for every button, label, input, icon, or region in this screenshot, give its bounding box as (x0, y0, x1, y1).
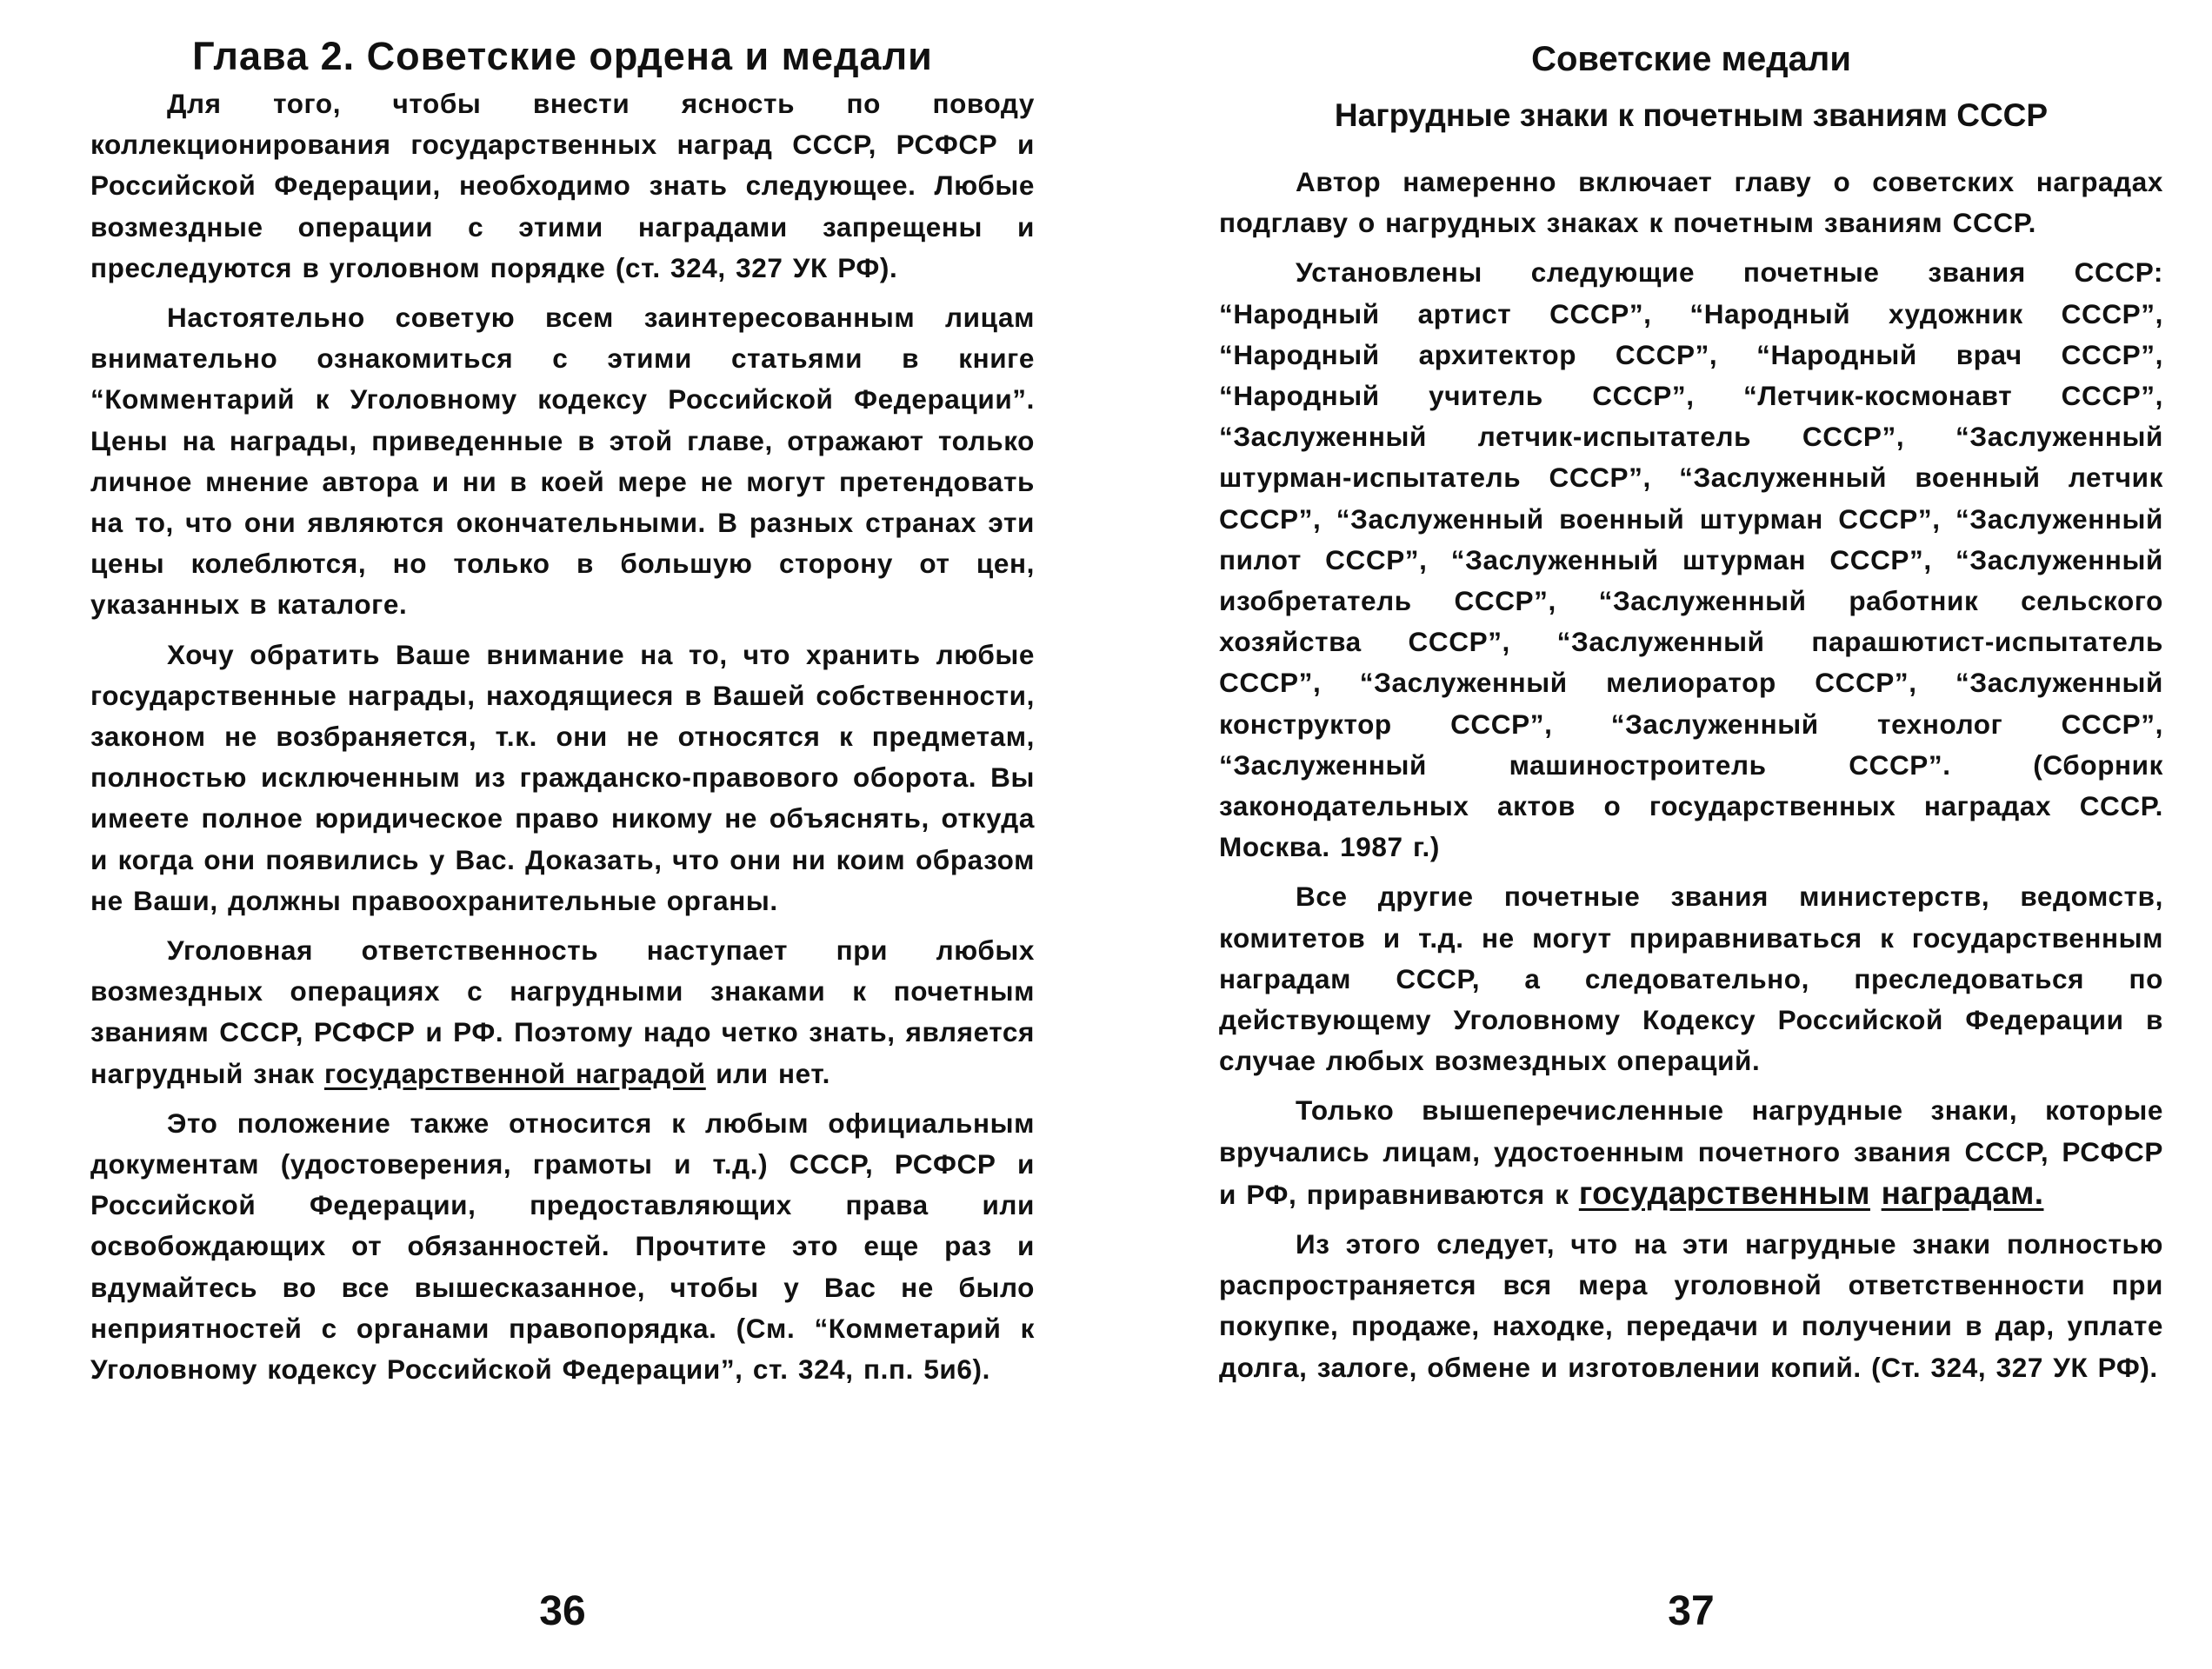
right-paragraph-5: Из этого следует, что на эти нагрудные знаки полностью распространяется вся мера уголовной ответственности при покупке, продаже, находке, передачи и получении в дар, уплате долга, залоге, обмене и изготовлении копий. (Ст. 324, 327 УК РФ). (1219, 1228, 2163, 1383)
underlined-state-award: государственной наградой (323, 1057, 706, 1089)
subsection-title: Нагрудные знаки к почетным званиям СССР (1334, 97, 2049, 133)
underlined-awards: наградам. (1881, 1174, 2044, 1211)
right-paragraph-2: Установлены следующие почетные звания СССР: “Народный артист СССР”, “Народный художник СССР”, “Народный архитектор СССР”, “Народный врач СССР”, “Народный учитель СССР”, “Летчик-космонавт СССР”, “Заслуженный летчик-испытатель СССР”, “Заслуженный штурман-испытатель СССР”, “Заслуженный военный летчик СССР”, “Заслуженный военный штурман СССР”, “Заслуженный пилот СССР”, “Заслуженный штурман СССР”, “Заслуженный изобретатель СССР”, “Заслуженный работник сельского хозяйства СССР”, “Заслуженный парашютист-испытатель СССР”, “Заслуженный мелиоратор СССР”, “Заслуженный конструктор СССР”, “Заслуженный технолог СССР”, “Заслуженный машиностроитель СССР”. (Сборник законодательных актов о государственных наградах СССР. Москва. 1987 г.) (1219, 256, 2163, 863)
left-paragraph-2: Настоятельно советую всем заинтересованным лицам внимательно ознакомиться с этими статьями в книге “Комментарий к Уголовному кодексу Российской Федерации”. Цены на награды, приведенные в этой главе, отражают только личное мнение автора и ни в коей мере не могут претендовать на то, что они являются окончательными. В разных странах эти цены колеблются, но только в большую сторону от цен, указанных в каталоге. (90, 302, 1035, 621)
left-paragraph-4 (90, 930, 1035, 1094)
left-page-body (90, 83, 1035, 1390)
section-title: Советские медали (1531, 40, 1851, 78)
left-paragraph-1: Для того, чтобы внести ясность по поводу коллекционирования государственных наград СССР, РСФСР и Российской Федерации, необходимо знать следующее. Любые возмездные операции с этими наградами запрещены и преследуются в уголовном порядке (ст. 324, 327 УК РФ). (90, 88, 1035, 283)
right-paragraph-4-text: Только вышеперечисленные нагрудные знаки, которые вручались лицам, удостоенным почетного звания СССР, РСФСР и РФ, приравниваются к (1219, 1094, 2163, 1210)
right-page-body (1219, 162, 2163, 1388)
left-paragraph-4-text: Уголовная ответственность наступает при любых возмездных операциях с нагрудными знаками к почетным званиям СССР, РСФСР и РФ. Поэтому надо четко знать, является нагрудный знак (90, 934, 1035, 1089)
underlined-state: государственным (1578, 1174, 1870, 1211)
right-page (1219, 0, 2163, 1669)
left-page (90, 0, 1035, 1669)
left-paragraph-4-end: или нет. (705, 1057, 830, 1089)
chapter-title: Глава 2. Советские ордена и медали (192, 34, 933, 78)
left-paragraph-3: Хочу обратить Ваше внимание на то, что хранить любые государственные награды, находящиеся в Вашей собственности, законом не возбраняется, т.к. они не относятся к предметам, полностью исключенным из гражданско-правового оборота. Вы имеете полное юридическое право никому не объяснять, откуда и когда они появились у Вас. Доказать, что они ни коим образом не Ваши, должны правоохранительные органы. (90, 638, 1035, 916)
left-paragraph-5: Это положение также относится к любым официальным документам (удостоверения, грамоты и т.д.) СССР, РСФСР и Российской Федерации, предоставляющих права или освобождающих от обязанностей. Прочтите это еще раз и вдумайтесь во все вышесказанное, чтобы у Вас не было неприятностей с органами правопорядка. (См. “Комметарий к Уголовному кодексу Российской Федерации”, ст. 324, п.п. 5и6). (90, 1107, 1035, 1386)
underlined-gap (1870, 1175, 1882, 1211)
right-paragraph-1: Автор намеренно включает главу о советских наградах подглаву о нагрудных знаках к почетным званиям СССР. (1219, 166, 2163, 239)
page-number-right: 37 (1668, 1588, 1715, 1634)
right-paragraph-3: Все другие почетные звания министерств, ведомств, комитетов и т.д. не могут приравниваться к государственным наградам СССР, а следовательно, преследоваться по действующему Уголовному Кодексу Российской Федерации в случае любых возмездных операций. (1219, 881, 2163, 1077)
right-paragraph-4 (1219, 1090, 2163, 1215)
page-number-left: 36 (539, 1588, 586, 1634)
